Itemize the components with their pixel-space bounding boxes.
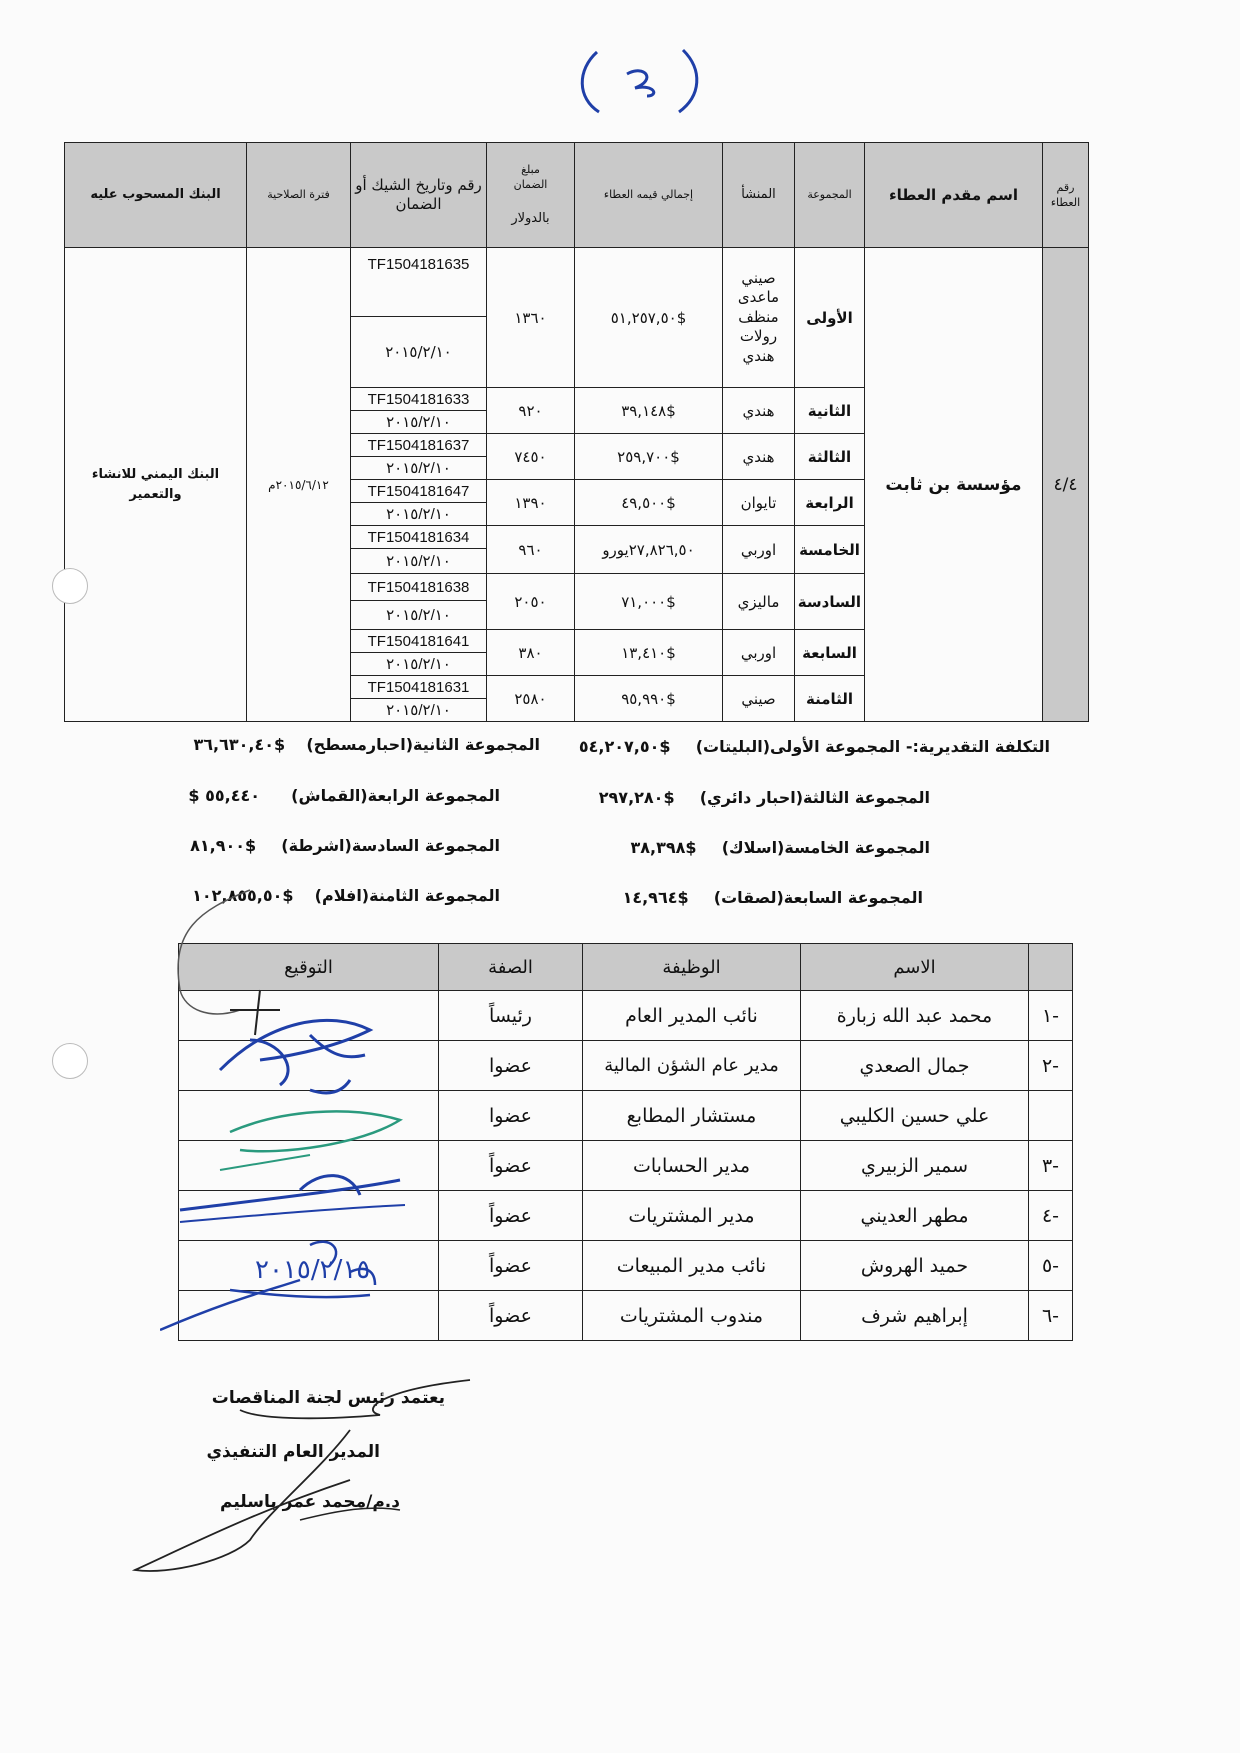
header-guarantee — [487, 143, 575, 248]
amount-cell: ٢٥٨٠ — [487, 676, 575, 722]
doc-number-cell: TF1504181638 — [351, 574, 487, 601]
origin-cell: اوربي — [723, 526, 795, 574]
value-cell: $٤٩,٥٠٠ — [575, 480, 723, 526]
value-cell: $١٣,٤١٠ — [575, 630, 723, 676]
origin-cell: هندي — [723, 434, 795, 480]
member-role: عضواً — [439, 1141, 583, 1191]
origin-cell: اوربي — [723, 630, 795, 676]
member-job: مدير عام الشؤن المالية — [583, 1041, 801, 1091]
approval-line-3: د.م/محمد عمر باسليم — [220, 1492, 400, 1512]
doc-date-cell: ٢٠١٥/٢/١٠ — [351, 503, 487, 526]
member-no — [1029, 1091, 1073, 1141]
header-total-value: إجمالي قيمه العطاء — [575, 143, 723, 248]
handwritten-signatures — [160, 870, 460, 1350]
doc-date-cell: ٢٠١٥/٢/١٠ — [351, 653, 487, 676]
doc-number-cell: TF1504181647 — [351, 480, 487, 503]
estimate-intro-label: التكلفة التقديرية:- المجموعة الأولى(البليتات) — [695, 737, 1050, 756]
group-cell: الخامسة — [795, 526, 865, 574]
doc-number-cell: TF1504181633 — [351, 388, 487, 411]
doc-date-cell: ٢٠١٥/٢/١٠ — [351, 457, 487, 480]
bidder-name: مؤسسة بن ثابت — [865, 248, 1043, 722]
amount-cell: ٣٨٠ — [487, 630, 575, 676]
header-validity: فترة الصلاحية — [247, 143, 351, 248]
doc-number-cell: TF1504181641 — [351, 630, 487, 653]
value-cell: $٥١,٢٥٧,٥٠ — [575, 248, 723, 388]
doc-date-cell: ٢٠١٥/٢/١٠ — [351, 317, 487, 388]
member-name: علي حسين الكليبي — [801, 1091, 1029, 1141]
member-name: محمد عبد الله زبارة — [801, 991, 1029, 1041]
group-cell: الثانية — [795, 388, 865, 434]
member-role: عضواً — [439, 1191, 583, 1241]
approval-line-1: يعتمد رئيس لجنة المناقصات — [211, 1388, 445, 1408]
member-no: -٢ — [1029, 1041, 1073, 1091]
member-job: مندوب المشتريات — [583, 1291, 801, 1341]
bid-number: ٤/٤ — [1043, 248, 1089, 722]
header-bid-no: رقم العطاء — [1043, 143, 1089, 248]
member-no: -٦ — [1029, 1291, 1073, 1341]
estimate-g5-label: المجموعة الخامسة(اسلاك) — [721, 838, 930, 857]
origin-cell: صيني ماعدى منظف رولات هندي — [723, 248, 795, 388]
header-bidder: اسم مقدم العطاء — [865, 143, 1043, 248]
estimate-g4-value: ٥٥,٤٤٠ $ — [188, 786, 261, 805]
member-no: -١ — [1029, 991, 1073, 1041]
punch-hole — [52, 1043, 88, 1079]
estimate-g2-value: $٣٦,٦٣٠,٤٠ — [193, 735, 286, 754]
doc-date-cell: ٢٠١٥/٢/١٠ — [351, 699, 487, 722]
member-role: عضواً — [439, 1291, 583, 1341]
amount-cell: ٩٦٠ — [487, 526, 575, 574]
doc-number-cell: TF1504181637 — [351, 434, 487, 457]
committee-header-role: الصفة — [439, 944, 583, 991]
bank-cell: البنك اليمني للانشاء والتعمير — [65, 248, 247, 722]
amount-cell: ١٣٦٠ — [487, 248, 575, 388]
amount-cell: ٢٠٥٠ — [487, 574, 575, 630]
group-cell: الثامنة — [795, 676, 865, 722]
member-no: -٣ — [1029, 1141, 1073, 1191]
estimate-intro — [579, 737, 1050, 756]
estimate-g8-value: $١٠٢,٨٥٥,٥٠ — [192, 886, 294, 905]
member-job: مدير المشتريات — [583, 1191, 801, 1241]
committee-header-no — [1029, 944, 1073, 991]
bid-table — [64, 142, 1089, 722]
estimate-g7-label: المجموعة السابعة(لصقات) — [713, 888, 923, 907]
estimate-g3 — [599, 788, 930, 807]
value-cell: $٢٥٩,٧٠٠ — [575, 434, 723, 480]
estimate-g1-value: $٥٤,٢٠٧,٥٠ — [578, 737, 671, 756]
estimate-g5-value: $٣٨,٣٩٨ — [630, 838, 697, 857]
estimate-g2-label: المجموعة الثانية(احبارمسطح) — [306, 735, 540, 754]
estimate-g3-value: $٢٩٧,٢٨٠ — [598, 788, 675, 807]
header-cheque: رقم وتاريخ الشيك أو الضمان — [351, 143, 487, 248]
amount-cell: ١٣٩٠ — [487, 480, 575, 526]
value-cell: $٩٥,٩٩٠ — [575, 676, 723, 722]
approval-line-2: المدير العام التنفيذي — [206, 1442, 380, 1462]
estimate-g2 — [194, 735, 541, 754]
estimate-g4 — [188, 786, 500, 805]
value-cell: ٢٧,٨٢٦,٥٠يورو — [575, 526, 723, 574]
origin-cell: صيني — [723, 676, 795, 722]
estimate-g5 — [631, 838, 931, 857]
amount-cell: ٧٤٥٠ — [487, 434, 575, 480]
estimate-g4-label: المجموعة الرابعة(القماش) — [291, 786, 500, 805]
member-job: نائب مدير المبيعات — [583, 1241, 801, 1291]
estimate-g7-value: $١٤,٩٦٤ — [622, 888, 689, 907]
member-role: عضوا — [439, 1091, 583, 1141]
doc-date-cell: ٢٠١٥/٢/١٠ — [351, 601, 487, 630]
group-cell: السادسة — [795, 574, 865, 630]
amount-cell: ٩٢٠ — [487, 388, 575, 434]
handwritten-date: ٢٠١٥/٢/١٥ — [255, 1255, 371, 1285]
estimate-g6-value: $٨١,٩٠٠ — [190, 836, 257, 855]
member-no: -٥ — [1029, 1241, 1073, 1291]
member-name: حميد الهروش — [801, 1241, 1029, 1291]
origin-cell: ماليزي — [723, 574, 795, 630]
member-role: عضوا — [439, 1041, 583, 1091]
estimate-g8-label: المجموعة الثامنة(افلام) — [314, 886, 500, 905]
header-origin: المنشأ — [723, 143, 795, 248]
doc-date-cell: ٢٠١٥/٢/١٠ — [351, 549, 487, 574]
header-bank: البنك المسحوب عليه — [65, 143, 247, 248]
member-job: نائب المدير العام — [583, 991, 801, 1041]
director-signature — [120, 1360, 540, 1590]
header-group: المجموعة — [795, 143, 865, 248]
value-cell: $٧١,٠٠٠ — [575, 574, 723, 630]
doc-number-cell: TF1504181634 — [351, 526, 487, 549]
member-name: إبراهيم شرف — [801, 1291, 1029, 1341]
committee-header-signature: التوقيع — [179, 944, 439, 991]
validity-cell: ٢٠١٥/٦/١٢م — [247, 248, 351, 722]
estimate-g6 — [190, 836, 500, 855]
estimate-g6-label: المجموعة السادسة(اشرطة) — [281, 836, 500, 855]
header-guarantee-currency: بالدولار — [511, 211, 550, 227]
doc-number-cell: TF1504181635 — [351, 248, 487, 317]
origin-cell: هندي — [723, 388, 795, 434]
punch-hole — [52, 568, 88, 604]
header-guarantee-amount: مبلغ الضمان — [513, 162, 548, 191]
member-job: مستشار المطابع — [583, 1091, 801, 1141]
group-cell: السابعة — [795, 630, 865, 676]
member-job: مدير الحسابات — [583, 1141, 801, 1191]
value-cell: $٣٩,١٤٨ — [575, 388, 723, 434]
page-number — [575, 40, 705, 120]
estimate-g7 — [623, 888, 923, 907]
member-name: جمال الصعدي — [801, 1041, 1029, 1091]
origin-cell: تايوان — [723, 480, 795, 526]
estimate-g3-label: المجموعة الثالثة(احبار دائري) — [699, 788, 930, 807]
group-cell: الثالثة — [795, 434, 865, 480]
group-cell: الأولى — [795, 248, 865, 388]
committee-header-job: الوظيفة — [583, 944, 801, 991]
member-role: عضواً — [439, 1241, 583, 1291]
committee-header-name: الاسم — [801, 944, 1029, 991]
member-name: مطهر العديني — [801, 1191, 1029, 1241]
member-no: -٤ — [1029, 1191, 1073, 1241]
doc-number-cell: TF1504181631 — [351, 676, 487, 699]
doc-date-cell: ٢٠١٥/٢/١٠ — [351, 411, 487, 434]
member-role: رئيساً — [439, 991, 583, 1041]
member-name: سمير الزبيري — [801, 1141, 1029, 1191]
group-cell: الرابعة — [795, 480, 865, 526]
